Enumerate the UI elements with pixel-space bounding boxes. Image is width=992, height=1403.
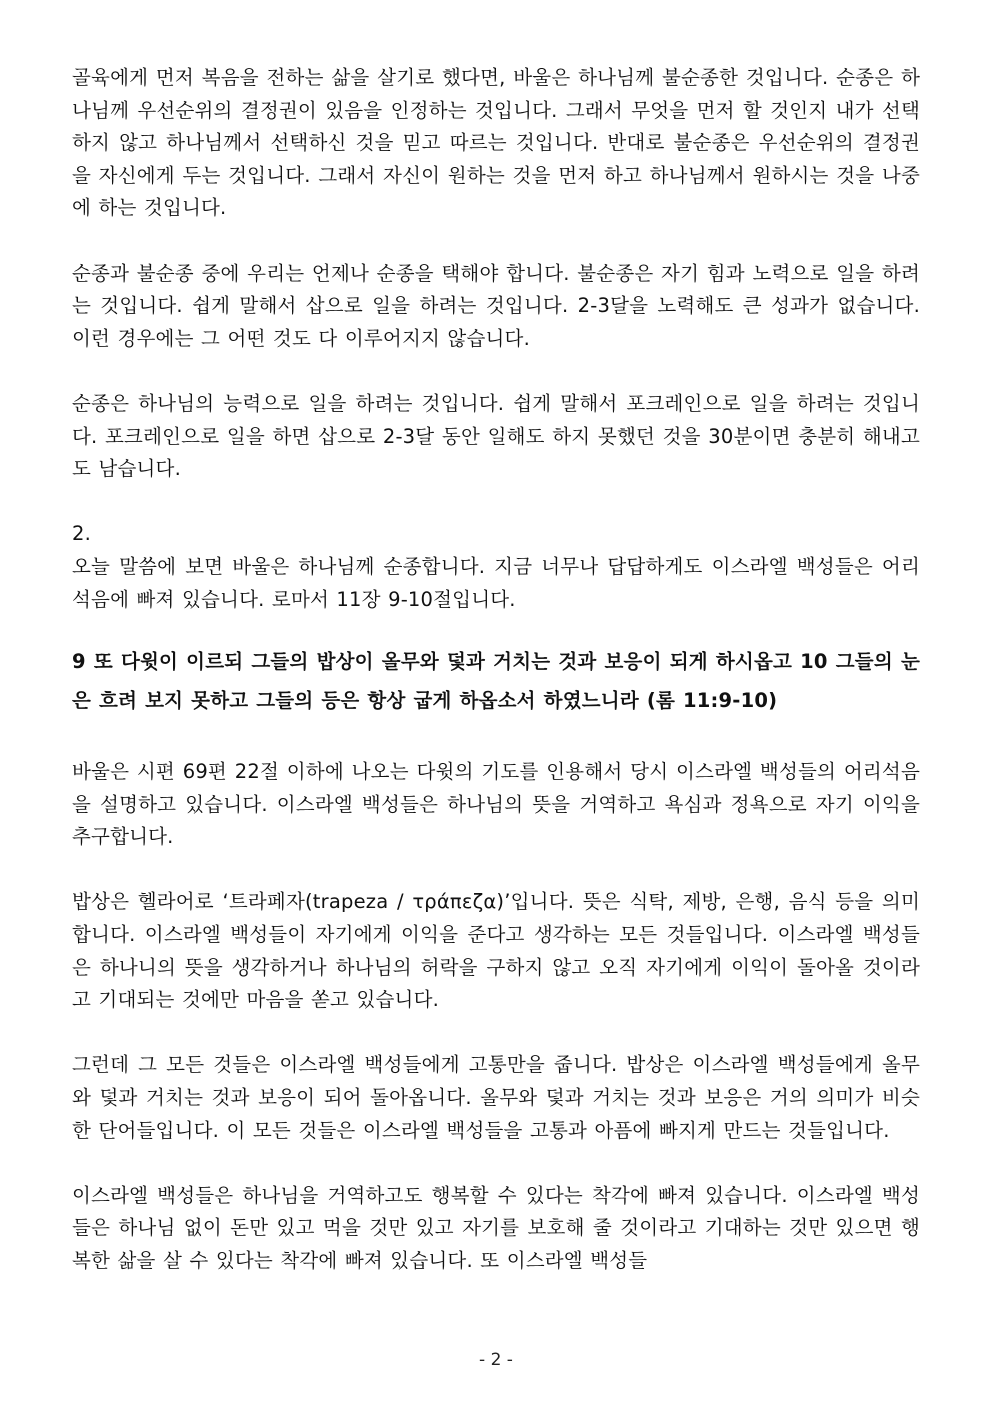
paragraph-obedience-power: 순종은 하나님의 능력으로 일을 하려는 것입니다. 쉽게 말해서 포크레인으로 일을 하려는 것입니다. 포크레인으로 일을 하면 삽으로 2-3달 동안 일해도 하지 못했던 것을 30분이면 충분히 해내고도 남습니다. [72, 391, 920, 481]
paragraph-psalm-quote: 바울은 시편 69편 22절 이하에 나오는 다윗의 기도를 인용해서 당시 이스라엘 백성들의 어리석음을 설명하고 있습니다. 이스라엘 백성들은 하나님의 뜻을 거역하고 욕심과 정욕으로 자기 이익을 추구합니다. [72, 760, 920, 849]
page-number: - 2 - [479, 1350, 513, 1370]
paragraph-suffering: 그런데 그 모든 것들은 이스라엘 백성들에게 고통만을 줍니다. 밥상은 이스라엘 백성들에게 올무와 덫과 거치는 것과 보응이 되어 돌아옵니다. 올무와 덫과 거치는 것과 보응은 거의 의미가 비슷한 단어들입니다. 이 모든 것들은 이스라엘 백성들을 고통과 아픔에 빠지게 만드는 것들입니다. [72, 1053, 920, 1142]
paragraph-illusion: 이스라엘 백성들은 하나님을 거역하고도 행복할 수 있다는 착각에 빠져 있습니다. 이스라엘 백성들은 하나님 없이 돈만 있고 먹을 것만 있고 자기를 보호해 줄 것이라고 기대하는 것만 있으면 행복한 삶을 살 수 있다는 착각에 빠져 있습니다. 또 이스라엘 백성들 [72, 1183, 920, 1272]
paragraph-obedience-choice: 순종과 불순종 중에 우리는 언제나 순종을 택해야 합니다. 불순종은 자기 힘과 노력으로 일을 하려는 것입니다. 쉽게 말해서 삽으로 일을 하려는 것입니다. 2-3달을 노력해도 큰 성과가 없습니다. 이런 경우에는 그 어떤 것도 다 이루어지지 않습니다. [72, 261, 920, 350]
section-number: 2. [72, 522, 92, 546]
section-intro: 오늘 말씀에 보면 바울은 하나님께 순종합니다. 지금 너무나 답답하게도 이스라엘 백성들은 어리석음에 빠져 있습니다. 로마서 11장 9-10절입니다. [72, 554, 920, 611]
scripture-verse: 9 또 다윗이 이르되 그들의 밥상이 올무와 덫과 거치는 것과 보응이 되게 하시옵고 10 그들의 눈은 흐려 보지 못하고 그들의 등은 항상 굽게 하옵소서 하였느니라 (롬 11:9-10) [72, 650, 920, 713]
paragraph-obedience-definition: 골육에게 먼저 복음을 전하는 삶을 살기로 했다면, 바울은 하나님께 불순종한 것입니다. 순종은 하나님께 우선순위의 결정권이 있음을 인정하는 것입니다. 그래서 무엇을 먼저 할 것인지 내가 선택하지 않고 하나님께서 선택하신 것을 믿고 따르는 것입니다. 반대로 불순종은 우선순위의 결정권을 자신에게 두는 것입니다. 그래서 자신이 원하는 것을 먼저 하고 하나님께서 원하시는 것을 나중에 하는 것입니다. [72, 66, 920, 220]
paragraph-trapeza-meaning: 밥상은 헬라어로 ‘트라페자(trapeza / τράπεζα)’입니다. 뜻은 식탁, 제방, 은행, 음식 등을 의미합니다. 이스라엘 백성들이 자기에게 이익을 준다고 생각하는 모든 것들입니다. 이스라엘 백성들은 하나니의 뜻을 생각하거나 하나님의 허락을 구하지 않고 오직 자기에게 이익이 돌아올 것이라고 기대되는 것에만 마음을 쏟고 있습니다. [72, 890, 920, 1012]
document-page [72, 62, 920, 1278]
